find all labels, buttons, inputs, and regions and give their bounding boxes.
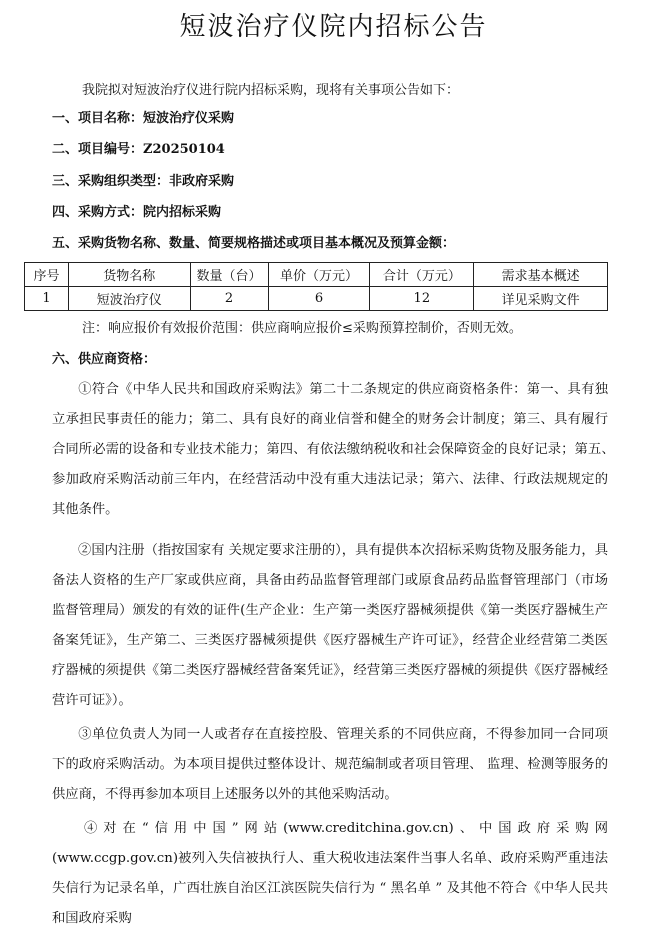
header-cell: 合计（万元） — [370, 263, 474, 287]
qualification-paragraph-3: ③单位负责人为同一人或者存在直接控股、管理关系的不同供应商，不得参加同一合同项下的政府采购活动。为本项目提供过整体设计、规范编制或者项目管理、 监理、检测等服务的供应商，不得再参加本项目上述服务以外的其他采购活动。 — [52, 727, 608, 802]
header-cell: 单价（万元） — [268, 263, 370, 287]
header-cell: 数量（台） — [190, 263, 268, 287]
table-header-row — [25, 263, 608, 287]
intro-text: 我院拟对短波治疗仪进行院内招标采购，现将有关事项公告如下： — [82, 83, 460, 98]
section-project-number: 二、项目编号：Z20250104 — [52, 142, 225, 157]
table-cell: 1 — [25, 287, 69, 311]
qualification-paragraph-1: ①符合《中华人民共和国政府采购法》第二十二条规定的供应商资格条件：第一、具有独立承担民事责任的能力；第二、具有良好的商业信誉和健全的财务会计制度；第三、具有履行合同所必需的设备和专业技术能力；第四、有依法缴纳税收和社会保障资金的良好记录；第五、 参加政府采购活动前三年内，在经营活动中没有重大违法记录；第六、法律、行政法规规定的其他条件。 — [52, 382, 622, 517]
qualification-paragraph-4: ④对在“信用中国”网站(www.creditchina.gov.cn)、中国政府采购网(www.ccgp.gov.cn)被列入失信被执行人、重大税收违法案件当事人名单、政府采购严重违法失信行为记录名单，广西壮族自治区江滨医院失信行为 “ 黑名单 ” 及其他不符合《中华人民共和国政府采购 — [52, 821, 608, 926]
table-cell: 2 — [190, 287, 268, 311]
section-procurement-method: 四、采购方式：院内招标采购 — [52, 205, 222, 220]
table-row — [25, 287, 608, 311]
procurement-table — [24, 262, 608, 311]
section-supplier-qualifications: 六、供应商资格： — [52, 352, 157, 367]
section-goods-overview: 五、采购货物名称、数量、简要规格描述或项目基本概况及预算金额： — [52, 236, 456, 251]
section-project-name: 一、项目名称：短波治疗仪采购 — [52, 111, 235, 126]
table-cell: 6 — [268, 287, 370, 311]
section-organization-type: 三、采购组织类型：非政府采购 — [52, 174, 235, 189]
budget-note: 注：响应报价有效报价范围：供应商响应报价≤采购预算控制价，否则无效。 — [82, 321, 522, 336]
qualification-paragraph-2: ②国内注册（指按国家有 关规定要求注册的），具有提供本次招标采购货物及服务能力，具备法人资格的生产厂家或供应商，具备由药品监督管理部门或原食品药品监督管理部门（市场监督管理局）颁发的有效的证件(生产企业：生产第一类医疗器械须提供《第一类医疗器械生产备案凭证》，生产第二、三类医疗器械须提供《医疗器械生产许可证》，经营企业经营第二类医疗器械的须提供《第二类医疗器械经营备案凭证》，经营第三类医疗器械的须提供《医疗器械经营许可证》）。 — [52, 543, 608, 708]
header-cell: 货物名称 — [68, 263, 190, 287]
document-title: 短波治疗仪院内招标公告 — [179, 12, 488, 42]
header-cell: 需求基本概述 — [474, 263, 608, 287]
table-cell: 详见采购文件 — [474, 287, 608, 311]
table-cell: 12 — [370, 287, 474, 311]
header-cell: 序号 — [25, 263, 69, 287]
table-cell: 短波治疗仪 — [68, 287, 190, 311]
